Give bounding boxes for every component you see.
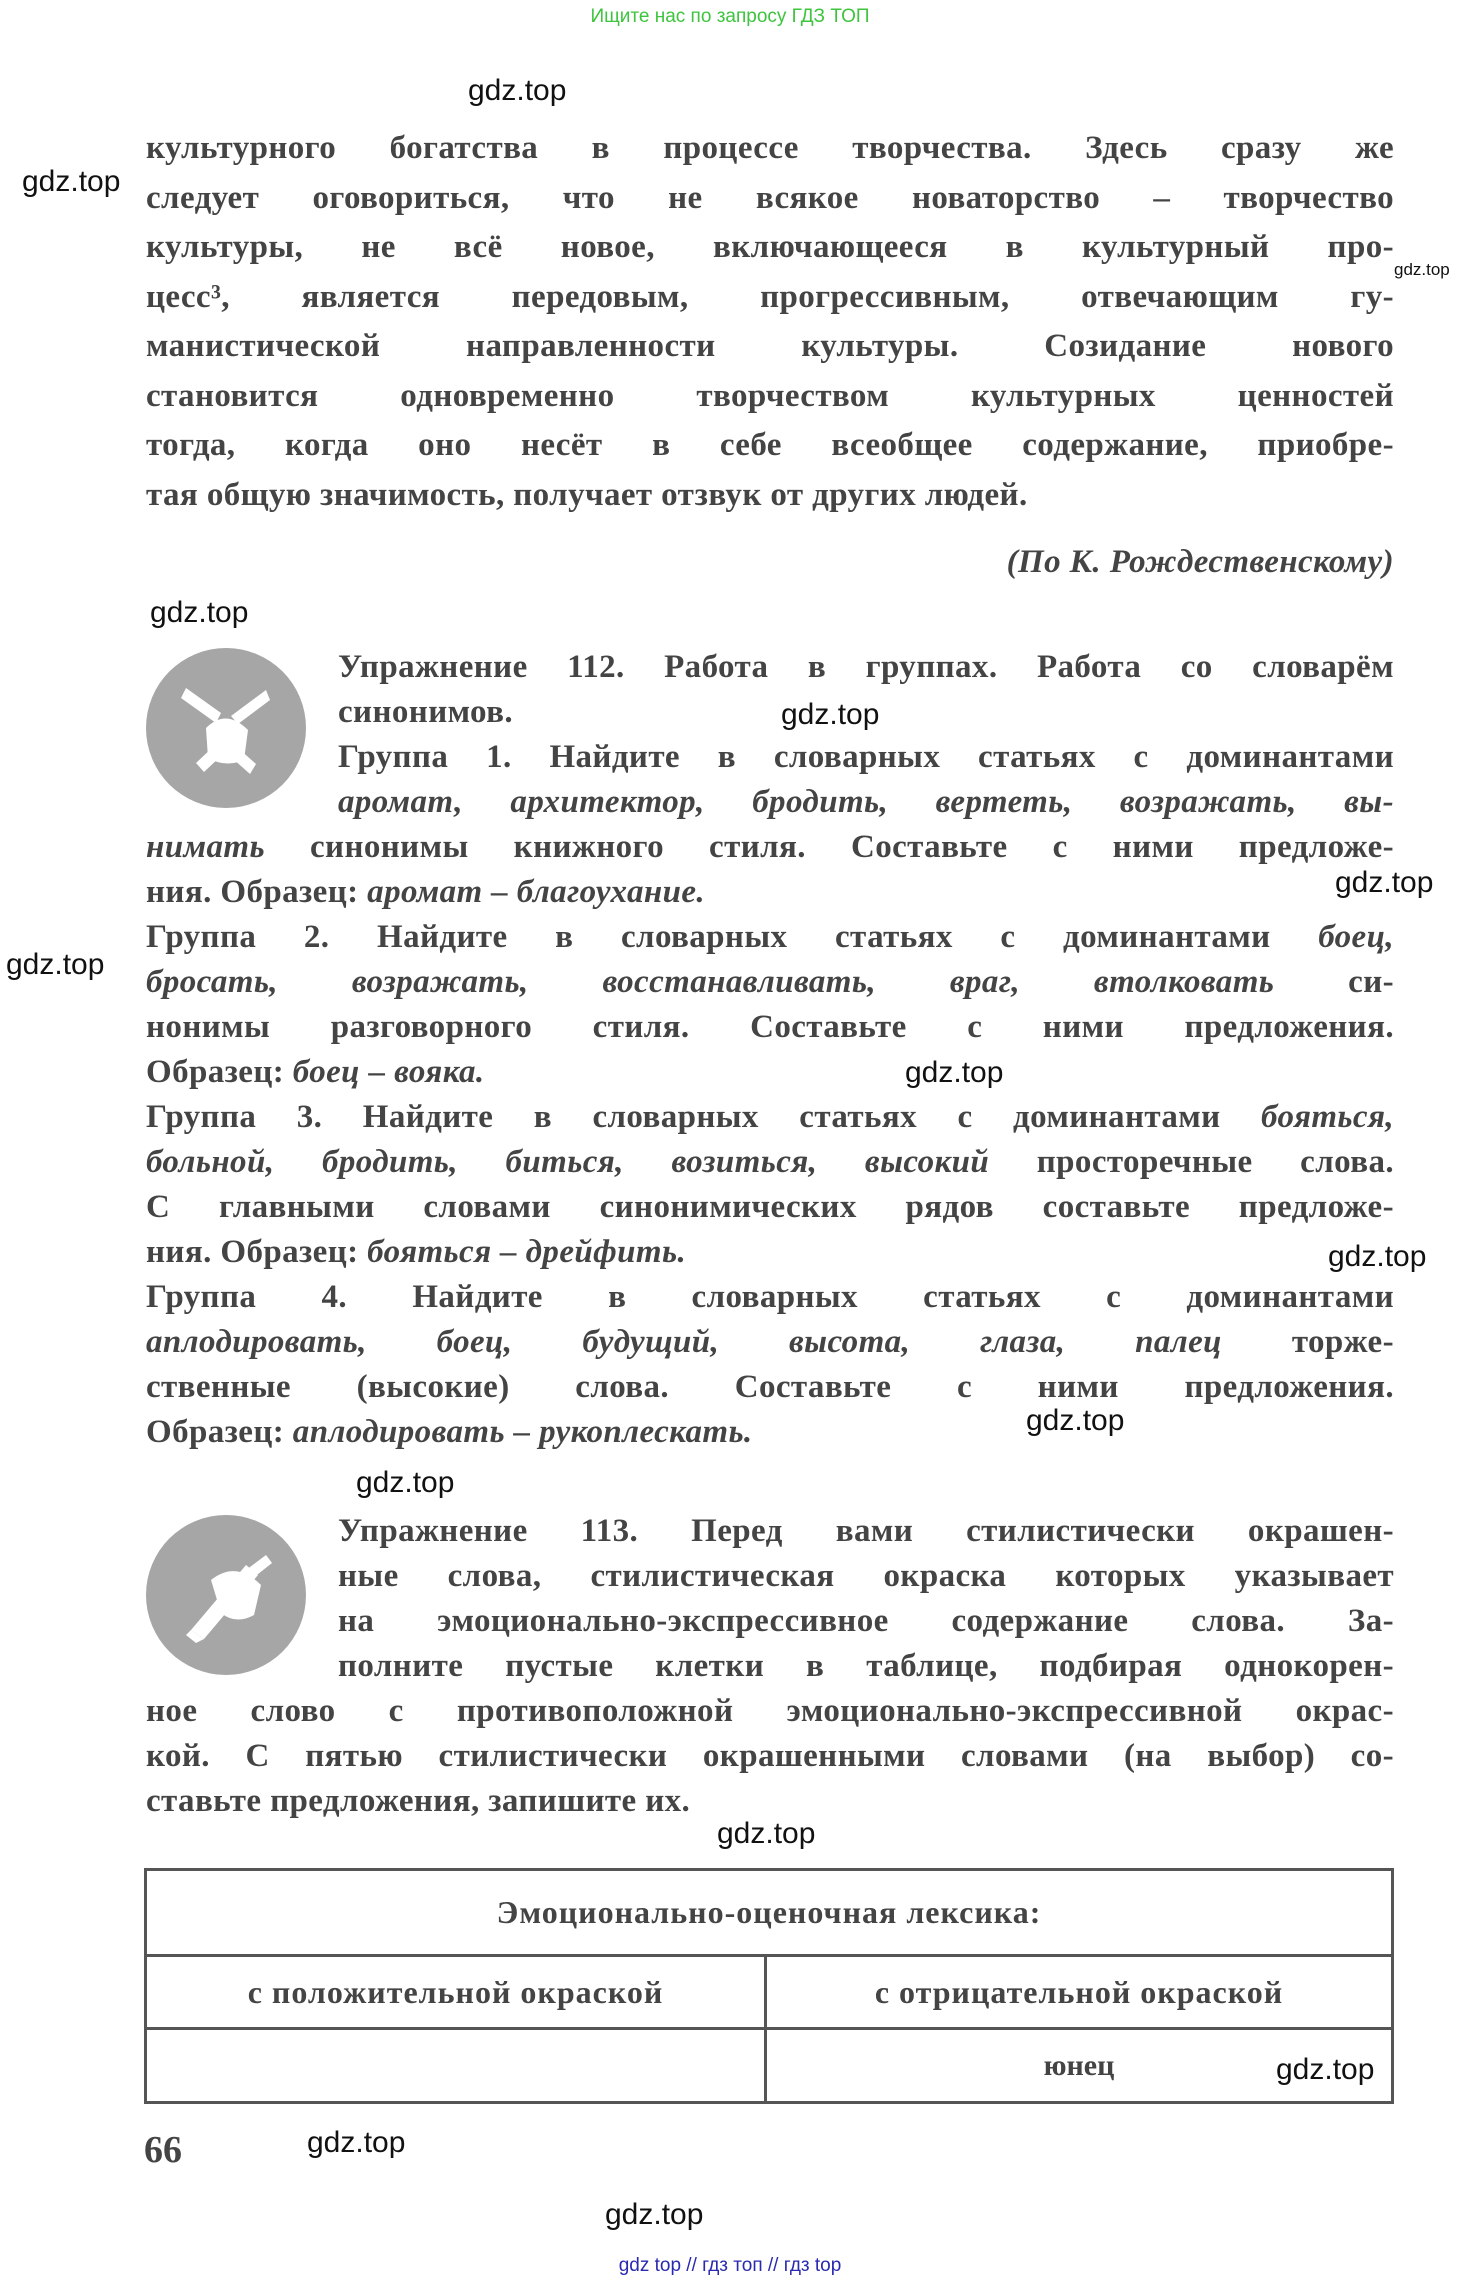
exercise-112-line: синонимов. (338, 694, 513, 730)
exercise-113-line (338, 1509, 1394, 1554)
paragraph-line: следует оговориться, что не всякое новаторство – творчество (146, 179, 1394, 216)
paragraph-line: манистической направленности культуры. Созидание нового (146, 328, 1394, 364)
paragraph-line: становится одновременно творчеством культурных ценностей (146, 377, 1394, 414)
group-3-text: Найдите в словарных статьях с доминантами (362, 1099, 1221, 1135)
group-3-line: С главными словами синонимических рядов составьте предложе- (146, 1189, 1394, 1225)
watermark: gdz.top (717, 1817, 816, 1850)
group-4-line: ственные (высокие) слова. Составьте с ними предложения. (146, 1369, 1394, 1405)
watermark: gdz.top (6, 948, 105, 981)
footer-links[interactable]: gdz top // гдз топ // гдз top (618, 2255, 842, 2276)
table-column-negative: с отрицательной окраской (767, 1957, 1391, 2030)
exercise-113-line: ное слово с противоположной эмоционально-экспрессивной окрас- (146, 1693, 1394, 1729)
exercise-112-continued (146, 825, 1394, 1455)
exercise-113 (338, 1509, 1394, 1689)
group-1-sample-label: ния. Образец: (146, 874, 359, 910)
group-1-sample-line (146, 870, 1394, 915)
watermark: gdz.top (356, 1466, 455, 1499)
group-3-line (146, 1095, 1394, 1140)
group-2-line (146, 960, 1394, 1005)
emotional-lexicon-table (144, 1868, 1394, 2104)
group-2-words: бросать, возражать, восстанавливать, враг, втолковать (146, 964, 1275, 1000)
paragraph-line: культуры, не всё новое, включающееся в культурный про- (146, 229, 1394, 265)
exercise-113-line: кой. С пятью стилистически окрашенными словами (на выбор) со- (146, 1738, 1394, 1774)
group-1-text: синонимы книжного стиля. Составьте с ними предложе- (309, 829, 1394, 865)
group-3-sample-line (146, 1230, 1394, 1275)
group-1-text: Найдите в словарных статьях с доминантами (549, 739, 1394, 775)
page-number: 66 (144, 2129, 182, 2171)
group-2-sample-label: Образец: (146, 1054, 285, 1090)
watermark: gdz.top (1026, 1404, 1125, 1437)
group-2-sample: боец – вояка. (292, 1054, 485, 1090)
exercise-113-line: полните пустые клетки в таблице, подбирая однокорен- (338, 1648, 1394, 1684)
paragraph-line: тая общую значимость, получает отзвук от других людей. (146, 476, 1028, 513)
table-header: Эмоционально-оценочная лексика: (147, 1871, 1391, 1957)
table-column-positive: с положительной окраской (147, 1957, 764, 2030)
intro-paragraph (146, 124, 1394, 520)
group-1-line (146, 825, 1394, 870)
watermark: gdz.top (150, 596, 249, 629)
watermark: gdz.top (781, 698, 880, 731)
watermark: gdz.top (1276, 2053, 1375, 2086)
paragraph-line: культурного богатства в процессе творчества. Здесь сразу же (146, 130, 1394, 166)
watermark: gdz.top (307, 2126, 406, 2159)
group-4-sample-line (146, 1410, 1394, 1455)
group-2-sample-line (146, 1050, 1394, 1095)
watermark: gdz.top (1394, 260, 1450, 279)
watermark: gdz.top (22, 165, 121, 198)
group-1-words: аромат, архитектор, бродить, вертеть, возражать, вы- (338, 784, 1394, 820)
author-attribution: (По К. Рождественскому) (1006, 544, 1394, 580)
group-3-word: бояться, (1261, 1099, 1394, 1135)
group-4-words: аплодировать, боец, будущий, высота, глаза, палец (146, 1324, 1222, 1360)
group-3-text: просторечные слова. (1036, 1144, 1394, 1180)
group-3-sample: бояться – дрейфить. (367, 1234, 687, 1270)
group-1-word: нимать (146, 829, 265, 865)
group-4-sample: аплодировать – рукоплескать. (292, 1414, 753, 1450)
search-banner[interactable]: Ищите нас по запросу ГДЗ ТОП (590, 6, 870, 27)
group-4-line (146, 1320, 1394, 1365)
exercise-113-line: ные слова, стилистическая окраска которых указывает (338, 1558, 1394, 1594)
group-1-line (338, 735, 1394, 780)
group-3-label: Группа 3. (146, 1099, 323, 1135)
group-2-text: Найдите в словарных статьях с доминантами (377, 919, 1271, 955)
table-cell-negative: юнец (1043, 2048, 1115, 2082)
group-4-text: торже- (1291, 1324, 1394, 1360)
group-2-line: нонимы разговорного стиля. Составьте с ними предложения. (146, 1009, 1394, 1045)
watermark: gdz.top (1335, 866, 1434, 899)
table-cell-positive[interactable] (147, 2030, 764, 2101)
group-4-label: Группа 4. (146, 1279, 348, 1315)
paragraph-line: тогда, когда оно несёт в себе всеобщее содержание, приобре- (146, 427, 1394, 463)
watermark: gdz.top (905, 1056, 1004, 1089)
watermark: gdz.top (1328, 1240, 1427, 1273)
group-3-words: больной, бродить, биться, возиться, высокий (146, 1144, 990, 1180)
group-4-text: Найдите в словарных статьях с доминантами (412, 1279, 1394, 1315)
exercise-113-continued (146, 1689, 1394, 1824)
group-2-word: боец, (1318, 919, 1394, 955)
exercise-113-text: Перед вами стилистически окрашен- (691, 1513, 1394, 1549)
exercise-113-line: ставьте предложения, запишите их. (146, 1783, 691, 1819)
exercise-113-line: на эмоционально-экспрессивное содержание слова. За- (338, 1603, 1394, 1639)
group-3-line (146, 1140, 1394, 1185)
exercise-112-title-rest: Работа со словарём (1036, 649, 1394, 685)
group-1-sample: аромат – благоухание. (367, 874, 706, 910)
exercise-112 (338, 645, 1394, 825)
watermark: gdz.top (605, 2198, 704, 2231)
group-2-label: Группа 2. (146, 919, 330, 955)
group-2-line (146, 915, 1394, 960)
writing-hand-icon (146, 1515, 306, 1675)
exercise-112-title: Упражнение 112. Работа в группах. (338, 649, 998, 685)
group-4-sample-label: Образец: (146, 1414, 285, 1450)
group-2-text: си- (1348, 964, 1394, 1000)
paragraph-line: цесс³, является передовым, прогрессивным, отвечающим гу- (146, 278, 1394, 315)
group-4-line (146, 1275, 1394, 1320)
group-1-label: Группа 1. (338, 739, 512, 775)
group-3-sample-label: ния. Образец: (146, 1234, 359, 1270)
watermark: gdz.top (468, 74, 567, 107)
exercise-112-title-line (338, 645, 1394, 690)
group-work-icon (146, 648, 306, 808)
exercise-113-title: Упражнение 113. (338, 1513, 639, 1549)
